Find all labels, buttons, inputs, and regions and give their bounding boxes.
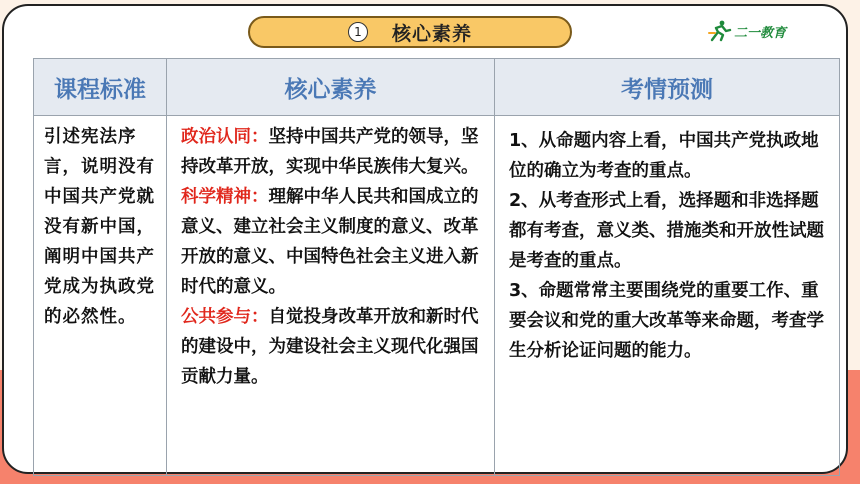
exam-forecast-cell [495, 116, 840, 476]
section-title: 核心素养 [391, 22, 472, 45]
literacy-label: 政治认同： [181, 127, 269, 147]
literacy-item [181, 122, 490, 182]
header-core-literacy: 核心素养 [167, 59, 495, 116]
literacy-label: 公共参与： [181, 307, 269, 327]
section-number-badge: 1 [348, 22, 368, 42]
runner-icon [708, 20, 732, 42]
literacy-text: 自觉投身改革开放和新时代的建设中，为建设社会主义现代化强国贡献力量。 [181, 307, 479, 387]
brand-logo [708, 20, 786, 42]
literacy-text: 坚持中国共产党的领导，坚持改革开放，实现中华民族伟大复兴。 [181, 127, 479, 177]
section-title-banner [248, 16, 572, 48]
core-literacy-cell [167, 116, 495, 476]
content-table [33, 58, 840, 476]
table-body-row [34, 116, 840, 476]
course-standard-cell [34, 116, 167, 476]
literacy-label: 科学精神： [181, 187, 269, 207]
forecast-item: 3、命题常常主要围绕党的重要工作、重要会议和党的重大改革等来命题，考查学生分析论证问题的能力。 [509, 281, 824, 361]
logo-text: 二一教育 [734, 25, 787, 41]
table-header-row [34, 59, 840, 116]
forecast-item: 2、从考查形式上看，选择题和非选择题都有考查，意义类、措施类和开放性试题是考查的重点。 [509, 191, 824, 271]
literacy-item [181, 182, 490, 302]
literacy-text: 理解中华人民共和国成立的意义、建立社会主义制度的意义、改革开放的意义、中国特色社会主义进入新时代的意义。 [181, 187, 479, 297]
literacy-item [181, 302, 490, 392]
header-exam-forecast: 考情预测 [495, 59, 840, 116]
course-standard-text: 引述宪法序言，说明没有中国共产党就没有新中国，阐明中国共产党成为执政党的必然性。 [44, 127, 155, 327]
header-course-standard: 课程标准 [34, 59, 167, 116]
forecast-item: 1、从命题内容上看，中国共产党执政地位的确立为考查的重点。 [509, 131, 819, 181]
